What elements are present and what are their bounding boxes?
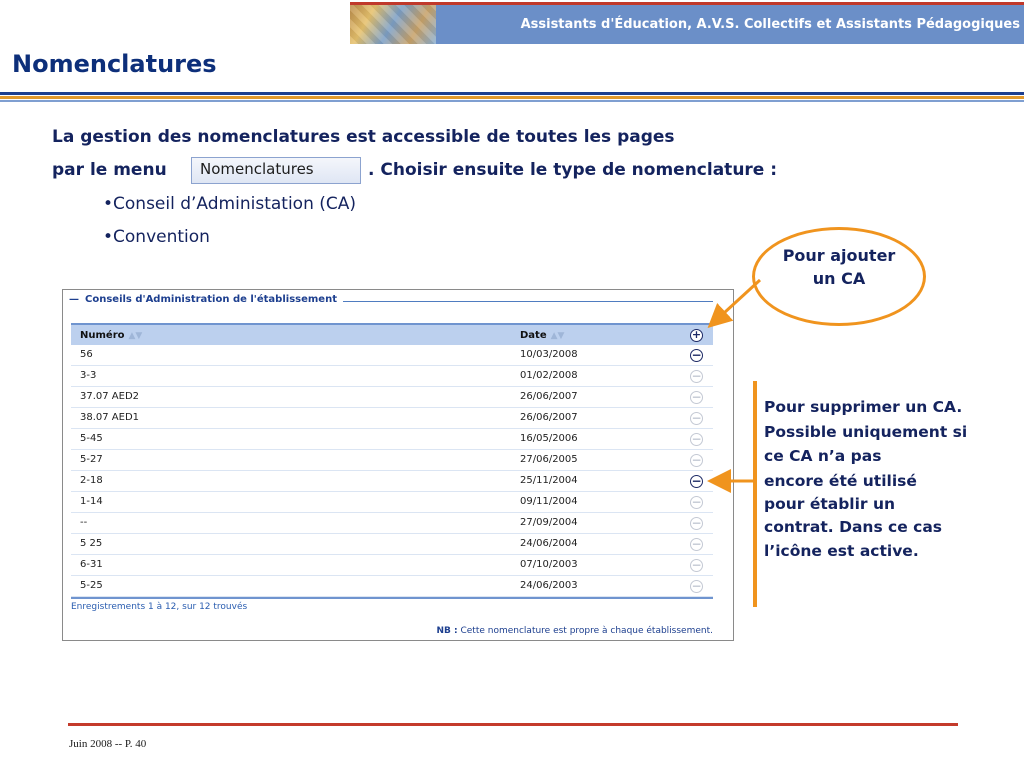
- remove-circle-icon: −: [691, 390, 702, 404]
- cell-numero: 5-45: [80, 433, 103, 444]
- column-header-numero-label: Numéro: [80, 330, 125, 341]
- cell-date: 24/06/2003: [520, 580, 578, 591]
- table-row: [71, 513, 713, 534]
- sort-arrows-icon[interactable]: ▲▼: [128, 331, 143, 341]
- cell-numero: 56: [80, 349, 93, 360]
- bullet-convention: •Convention: [103, 227, 210, 247]
- cell-numero: --: [80, 517, 88, 528]
- table-row: [71, 450, 713, 471]
- nomenclatures-menu-button[interactable]: Nomenclatures: [191, 157, 361, 184]
- cell-numero: 2-18: [80, 475, 103, 486]
- delete-callout-line: ce CA n’a pas: [764, 446, 882, 465]
- title-rule: [0, 96, 1024, 99]
- banner-image: [350, 2, 436, 44]
- nb-text: Cette nomenclature est propre à chaque établissement.: [460, 626, 713, 636]
- remove-circle-icon: −: [691, 558, 702, 572]
- cell-numero: 1-14: [80, 496, 103, 507]
- banner-title: Assistants d'Éducation, A.V.S. Collectifs et Assistants Pédagogiques: [436, 5, 1024, 44]
- cell-numero: 5-25: [80, 580, 103, 591]
- column-header-date[interactable]: [520, 330, 564, 341]
- remove-circle-icon: −: [691, 453, 702, 467]
- legend-dash: —: [69, 294, 79, 305]
- title-rule: [0, 100, 1024, 102]
- table-row: [71, 366, 713, 387]
- table-header: [71, 323, 713, 345]
- delete-callout-text: [764, 396, 1022, 563]
- conseils-panel: [62, 289, 734, 641]
- remove-circle-icon[interactable]: −: [691, 474, 702, 488]
- delete-callout-line: l’icône est active.: [764, 541, 919, 560]
- intro-line-2-suffix: . Choisir ensuite le type de nomenclature :: [368, 160, 778, 180]
- footer-rule: [68, 723, 958, 726]
- cell-date: 09/11/2004: [520, 496, 578, 507]
- table-row: [71, 429, 713, 450]
- add-callout-line-1: Pour ajouter: [782, 246, 896, 265]
- table-row: [71, 471, 713, 492]
- cell-date: 24/06/2004: [520, 538, 578, 549]
- table-row: [71, 534, 713, 555]
- panel-legend-label: Conseils d'Administration de l'établissement: [85, 294, 337, 305]
- cell-date: 07/10/2003: [520, 559, 578, 570]
- remove-circle-icon: −: [691, 495, 702, 509]
- remove-circle-icon: −: [691, 411, 702, 425]
- nb-note: [436, 626, 713, 636]
- table-bottom-rule: [71, 597, 713, 599]
- page-title: Nomenclatures: [12, 50, 217, 78]
- panel-legend: [69, 294, 343, 305]
- sort-arrows-icon[interactable]: ▲▼: [550, 331, 565, 341]
- title-rule: [0, 92, 1024, 95]
- table-row: [71, 408, 713, 429]
- add-callout-line-2: un CA: [812, 269, 866, 289]
- cell-date: 27/09/2004: [520, 517, 578, 528]
- cell-date: 26/06/2007: [520, 412, 578, 423]
- cell-numero: 6-31: [80, 559, 103, 570]
- table-row: [71, 345, 713, 366]
- table-body: [71, 345, 713, 597]
- delete-callout-line: Possible uniquement si: [764, 423, 968, 442]
- cell-numero: 38.07 AED1: [80, 412, 140, 423]
- remove-circle-icon: −: [691, 579, 702, 593]
- table-row: [71, 576, 713, 597]
- delete-callout-line: contrat. Dans ce cas: [764, 518, 943, 537]
- cell-date: 01/02/2008: [520, 370, 578, 381]
- remove-circle-icon: −: [691, 537, 702, 551]
- table-row: [71, 555, 713, 576]
- cell-date: 27/06/2005: [520, 454, 578, 465]
- delete-callout-bar: [753, 381, 757, 607]
- bullet-conseil: •Conseil d’Administation (CA): [103, 194, 357, 214]
- delete-callout-line: pour établir un: [764, 495, 896, 513]
- footer-page-info: Juin 2008 -- P. 40: [69, 738, 147, 750]
- cell-date: 26/06/2007: [520, 391, 578, 402]
- cell-numero: 3-3: [80, 370, 97, 381]
- delete-callout-line: Pour supprimer un CA.: [764, 398, 963, 416]
- cell-date: 10/03/2008: [520, 349, 578, 360]
- delete-callout-line: encore été utilisé: [764, 471, 917, 490]
- remove-circle-icon: −: [691, 516, 702, 530]
- column-header-numero[interactable]: [80, 330, 142, 341]
- column-header-date-label: Date: [520, 330, 547, 341]
- table-row: [71, 492, 713, 513]
- intro-line-2-prefix: par le menu: [52, 160, 167, 180]
- nb-label: NB :: [436, 626, 458, 636]
- cell-numero: 37.07 AED2: [80, 391, 140, 402]
- cell-numero: 5 25: [80, 538, 103, 549]
- records-count: Enregistrements 1 à 12, sur 12 trouvés: [71, 602, 248, 612]
- table-row: [71, 387, 713, 408]
- cell-date: 25/11/2004: [520, 475, 578, 486]
- remove-circle-icon[interactable]: −: [691, 348, 702, 362]
- ca-table: [71, 323, 713, 599]
- cell-date: 16/05/2006: [520, 433, 578, 444]
- cell-numero: 5-27: [80, 454, 103, 465]
- intro-line-1: La gestion des nomenclatures est accessible de toutes les pages: [52, 127, 675, 147]
- remove-circle-icon: −: [691, 432, 702, 446]
- remove-circle-icon: −: [691, 369, 702, 383]
- add-callout-text: [752, 244, 926, 290]
- add-circle-icon[interactable]: +: [691, 328, 702, 341]
